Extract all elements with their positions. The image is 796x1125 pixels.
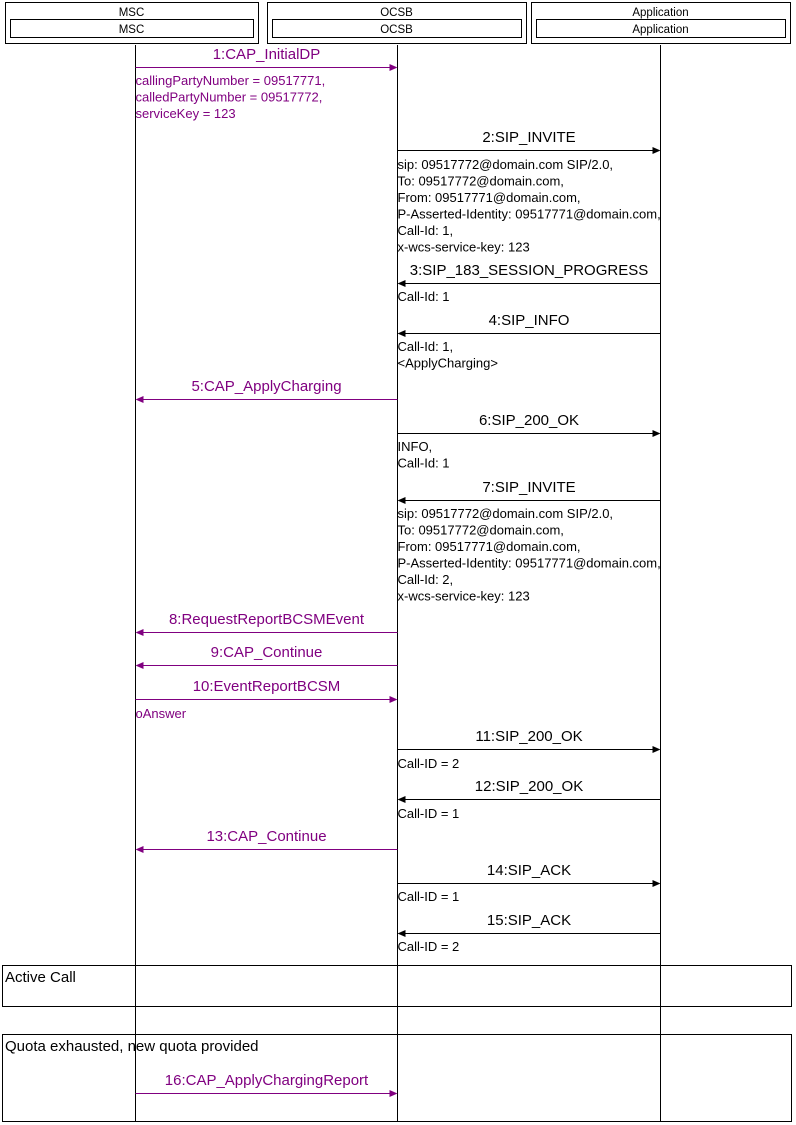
message-note-line: sip: 09517772@domain.com SIP/2.0, — [397, 506, 614, 521]
participant-role: MSC — [118, 24, 145, 36]
participant-ocsb — [268, 3, 527, 44]
message-1 — [136, 46, 398, 121]
message-label: 15:SIP_ACK — [486, 912, 572, 929]
arrowhead-icon — [136, 662, 144, 669]
message-note — [398, 339, 498, 371]
arrowhead-icon — [398, 930, 406, 937]
message-note-line: Call-Id: 1, — [397, 223, 454, 238]
message-note-line: Call-Id: 1, — [397, 339, 454, 354]
message-label: 16:CAP_ApplyChargingReport — [164, 1072, 369, 1089]
message-note-line: P-Asserted-Identity: 09517771@domain.com, — [397, 206, 661, 222]
message-13 — [136, 828, 398, 853]
message-14 — [398, 862, 661, 904]
arrowhead-icon — [653, 746, 661, 753]
arrowhead-icon — [390, 696, 398, 703]
message-note-line: Call-ID = 2 — [397, 939, 460, 954]
message-6 — [398, 412, 661, 471]
message-10 — [136, 678, 398, 721]
message-note-line: Call-Id: 2, — [397, 572, 454, 587]
message-note-line: INFO, — [397, 439, 433, 454]
arrowhead-icon — [390, 1090, 398, 1097]
message-note-line: serviceKey = 123 — [135, 106, 236, 121]
message-8 — [136, 611, 398, 636]
participant-msc — [6, 3, 259, 44]
message-note-line: callingPartyNumber = 09517771, — [135, 73, 326, 88]
message-label: 8:RequestReportBCSMEvent — [168, 611, 365, 628]
message-5 — [136, 378, 398, 403]
arrowhead-icon — [136, 396, 144, 403]
message-note-line: Call-ID = 1 — [397, 806, 460, 821]
message-note-line: oAnswer — [135, 706, 187, 721]
participant-application — [532, 3, 791, 44]
message-note-line: P-Asserted-Identity: 09517771@domain.com, — [397, 555, 661, 571]
message-note-line: <ApplyCharging> — [397, 355, 498, 371]
message-note — [398, 157, 661, 255]
message-note — [398, 939, 460, 954]
message-note-line: Call-Id: 1 — [397, 289, 450, 304]
participant-role: OCSB — [380, 24, 413, 36]
message-note — [398, 889, 460, 904]
message-note-line: Call-Id: 1 — [397, 455, 450, 471]
message-note — [136, 73, 326, 121]
message-label: 2:SIP_INVITE — [482, 129, 576, 146]
message-label: 9:CAP_Continue — [210, 644, 323, 661]
message-15 — [398, 912, 661, 954]
message-12 — [398, 778, 661, 821]
participant-name: Application — [632, 7, 689, 19]
message-label: 11:SIP_200_OK — [475, 728, 583, 745]
message-label: 7:SIP_INVITE — [482, 479, 576, 496]
message-7 — [398, 479, 661, 604]
message-note-line: From: 09517771@domain.com, — [397, 190, 581, 205]
arrowhead-icon — [653, 147, 661, 154]
message-label: 4:SIP_INFO — [488, 312, 570, 329]
frame-label: Quota exhausted, new quota provided — [5, 1038, 259, 1055]
message-note — [136, 706, 187, 721]
message-label: 12:SIP_200_OK — [474, 778, 584, 795]
message-note-line: x-wcs-service-key: 123 — [397, 588, 530, 604]
arrowhead-icon — [398, 330, 406, 337]
arrowhead-icon — [136, 629, 144, 636]
message-note — [398, 289, 450, 304]
message-2 — [398, 129, 661, 255]
message-label: 5:CAP_ApplyCharging — [191, 378, 342, 395]
message-4 — [398, 312, 661, 371]
message-label: 10:EventReportBCSM — [192, 678, 341, 695]
message-note — [398, 506, 661, 604]
arrowhead-icon — [653, 430, 661, 437]
message-note — [398, 806, 460, 821]
message-note — [398, 439, 450, 471]
message-note-line: To: 09517772@domain.com, — [397, 173, 564, 189]
participant-name: OCSB — [380, 7, 413, 19]
message-note-line: calledPartyNumber = 09517772, — [135, 89, 323, 105]
message-note-line: x-wcs-service-key: 123 — [397, 239, 530, 255]
arrowhead-icon — [398, 497, 406, 504]
message-3 — [398, 262, 661, 304]
message-note-line: Call-ID = 2 — [397, 756, 460, 771]
message-label: 13:CAP_Continue — [206, 828, 327, 845]
message-label: 1:CAP_InitialDP — [212, 46, 321, 63]
message-9 — [136, 644, 398, 669]
arrowhead-icon — [390, 64, 398, 71]
message-16 — [136, 1072, 398, 1097]
message-note-line: From: 09517771@domain.com, — [397, 539, 581, 554]
message-label: 3:SIP_183_SESSION_PROGRESS — [409, 262, 649, 279]
message-note — [398, 756, 460, 771]
message-label: 6:SIP_200_OK — [478, 412, 580, 429]
message-label: 14:SIP_ACK — [486, 862, 572, 879]
arrowhead-icon — [136, 846, 144, 853]
message-note-line: sip: 09517772@domain.com SIP/2.0, — [397, 157, 614, 172]
message-note-line: Call-ID = 1 — [397, 889, 460, 904]
arrowhead-icon — [398, 280, 406, 287]
participant-role: Application — [632, 24, 689, 36]
message-note-line: To: 09517772@domain.com, — [397, 522, 564, 538]
frame-label: Active Call — [5, 969, 76, 986]
arrowhead-icon — [398, 796, 406, 803]
arrowhead-icon — [653, 880, 661, 887]
message-11 — [398, 728, 661, 771]
participant-name: MSC — [118, 7, 145, 19]
